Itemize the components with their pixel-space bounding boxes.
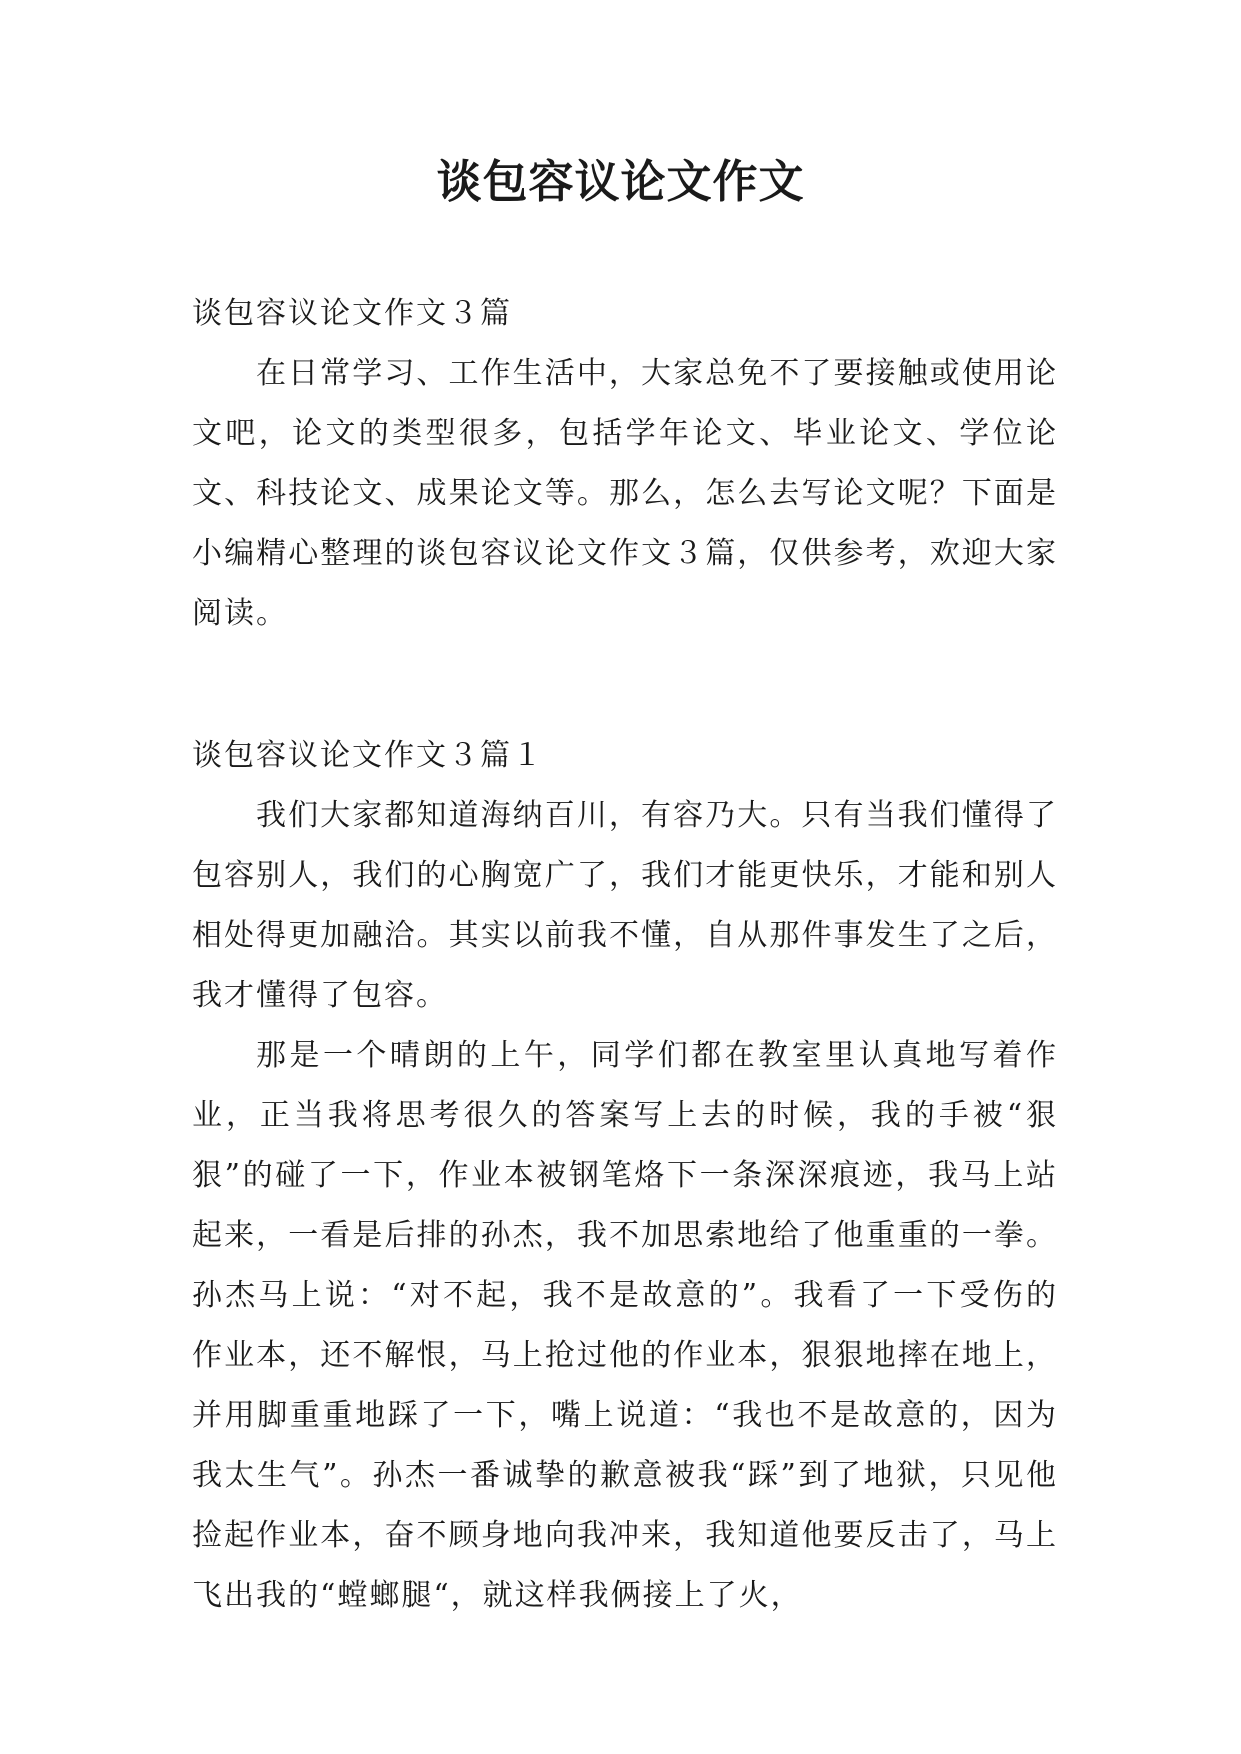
section1-heading: 谈包容议论文作文３篇１ [192,738,544,773]
intro-heading: 谈包容议论文作文３篇 [192,296,512,331]
intro-paragraph: 在日常学习、工作生活中，大家总免不了要接触或使用论文吧，论文的类型很多，包括学年论文、毕业论文、学位论文、科技论文、成果论文等。那么，怎么去写论文呢？下面是小编精心整理的谈包容议论文作文３篇，仅供参考，欢迎大家阅读。 [192,356,1058,631]
section-spacer [192,644,1058,726]
section1-paragraph-1: 我们大家都知道海纳百川，有容乃大。只有当我们懂得了包容别人，我们的心胸宽广了，我们才能更快乐，才能和别人相处得更加融洽。其实以前我不懂，自从那件事发生了之后，我才懂得了包容。 [192,798,1058,1013]
section1-paragraph-2: 那是一个晴朗的上午，同学们都在教室里认真地写着作业，正当我将思考很久的答案写上去的时候，我的手被“狠狠”的碰了一下，作业本被钢笔烙下一条深深痕迹，我马上站起来，一看是后排的孙杰，我不加思索地给了他重重的一拳。孙杰马上说：“对不起，我不是故意的”。我看了一下受伤的作业本，还不解恨，马上抢过他的作业本，狠狠地摔在地上，并用脚重重地踩了一下，嘴上说道：“我也不是故意的，因为我太生气”。孙杰一番诚挚的歉意被我“踩”到了地狱，只见他捡起作业本，奋不顾身地向我冲来，我知道他要反击了，马上飞出我的“螳螂腿“，就这样我俩接上了火， [192,1038,1058,1613]
document-body [192,284,1058,1626]
page-title: 谈包容议论文作文 [436,155,805,208]
